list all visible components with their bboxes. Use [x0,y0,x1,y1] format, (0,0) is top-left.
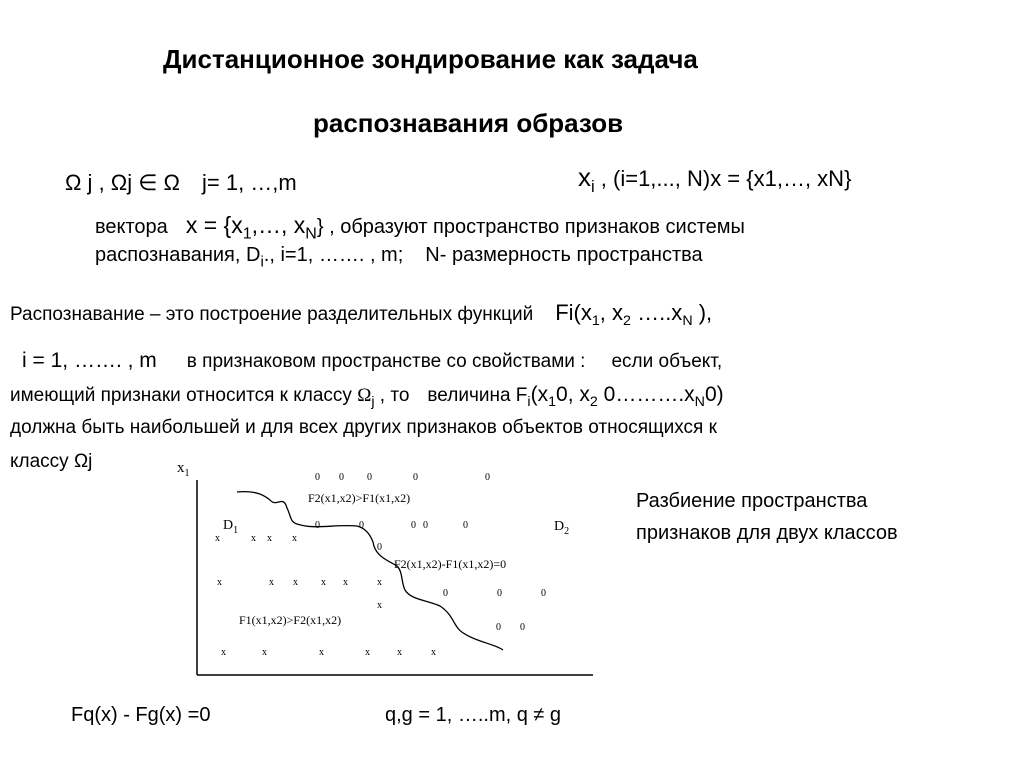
marker-o: 0 [443,588,448,599]
marker-x: x [221,647,226,658]
x-i-sub: i [591,177,595,196]
marker-x: x [377,577,382,588]
formula-vector [578,162,852,196]
d-range: ., i=1, ……. , m; [263,244,404,266]
marker-o: 0 [520,622,525,633]
then-word: , то [374,385,410,406]
label-f2-greater: F2(x1,x2)>F1(x1,x2) [308,491,411,505]
marker-o: 0 [315,520,320,531]
marker-o: 0 [463,520,468,531]
n-symbol: N [425,244,440,266]
paragraph-line-2 [10,383,724,410]
title-line-2: распознавания образов [313,108,624,138]
class-pair-range: q,g = 1, …..m, q ≠ g [385,704,562,726]
marker-o: 0 [377,542,382,553]
marker-x: x [377,600,382,611]
recognition-definition [10,300,713,329]
separating-equation: Fq(x) - Fg(x) =0 [71,704,211,726]
marker-x: x [267,533,272,544]
marker-o: 0 [411,520,416,531]
recognition-text: Распознавание – это построение разделительных функций [10,304,534,325]
diagram-caption-line-2: признаков для двух классов [636,522,898,544]
marker-x: x [251,533,256,544]
fi-close: ), [692,300,713,325]
dimension-text: - размерность пространства [439,244,703,266]
value-xn-sub: N [694,393,705,410]
marker-x: x [269,577,274,588]
paragraph-line-4: классу Ωj [10,451,93,472]
marker-x: x [293,577,298,588]
class-1-markers [215,533,436,658]
x-set-open: x = {x [185,212,243,238]
marker-x: x [215,533,220,544]
marker-x: x [431,647,436,658]
x-set-mid: ,…, x [251,212,306,238]
i-range: i = 1, ……. , m [22,349,157,372]
region-d1-label: $D_1$ [223,518,239,536]
marker-o: 0 [496,622,501,633]
class-omega: Ω [357,385,372,406]
class-omega-sub: j [371,393,375,410]
fi-sub-2: 2 [623,312,631,329]
marker-o: 0 [413,472,418,483]
marker-o: 0 [485,472,490,483]
value-x1-sub: 1 [548,393,557,410]
label-boundary: F2(x1,x2)-F1(x1,x2)=0 [394,557,507,571]
recognition-d: распознавания, D [95,244,261,266]
paragraph-line-3: должна быть наибольшей и для всех других признаков объектов относящихся к [10,417,717,438]
marker-o: 0 [497,588,502,599]
belongs-to-class: имеющий признаки относится к классу [10,385,358,406]
class-index-range: j= 1, …,m [201,170,297,195]
x-set-sub-n: N [305,225,317,243]
title-line-1: Дистанционное зондирование как задача [163,44,698,74]
if-object: если объект, [611,351,723,372]
axis-label-x1: $x_1$ [177,460,190,479]
vector-description-line-1 [95,212,745,243]
marker-o: 0 [367,472,372,483]
fi-mid: , x [599,300,624,325]
value-x1: (x [530,383,549,406]
value-fi-sub: i [527,393,531,410]
x-i: x [578,162,591,192]
marker-x: x [365,647,370,658]
formula-classes [65,170,297,196]
marker-x: x [319,647,324,658]
omega-j: Ω j [65,170,93,195]
label-f1-greater: F1(x1,x2)>F2(x1,x2) [239,613,342,627]
class-partition-diagram [165,450,605,690]
marker-x: x [397,647,402,658]
marker-x: x [343,577,348,588]
marker-o: 0 [423,520,428,531]
marker-x: x [262,647,267,658]
vector-word: вектора [95,216,168,238]
separator: , [92,170,111,195]
fi-sub-1: 1 [591,312,600,329]
fi-function: Fi(x [555,300,592,325]
value-x2: 0, x [556,383,590,406]
element-of-symbol: ∈ [132,170,164,195]
vector-description-line-2 [95,244,703,271]
vector-definition: , (i=1,..., N)x = {x1,…, xN} [594,166,852,191]
x-set-sub-1: 1 [242,225,252,243]
marker-o: 0 [541,588,546,599]
marker-x: x [217,577,222,588]
vector-description-rest: } , образуют пространство признаков системы [316,216,745,238]
marker-o: 0 [315,472,320,483]
omega-set: Ω [163,170,180,195]
fi-sub-n: N [682,312,693,329]
feature-space-properties: в признаковом пространстве со свойствами : [186,351,586,372]
value-dots: 0……….x [597,383,695,406]
value-x2-sub: 2 [589,393,598,410]
recognition-d-sub: i [260,253,264,271]
fi-dots: …..x [630,300,683,325]
marker-o: 0 [339,472,344,483]
value-close: 0) [704,383,724,406]
paragraph-line-1 [22,349,722,373]
value-fi: величина F [427,385,528,406]
marker-x: x [292,533,297,544]
diagram-caption-line-1: Разбиение пространства [636,490,868,512]
marker-x: x [321,577,326,588]
marker-o: 0 [359,520,364,531]
region-d2-label: $D_2$ [554,519,570,537]
omega-j-member: Ωj [110,170,133,195]
